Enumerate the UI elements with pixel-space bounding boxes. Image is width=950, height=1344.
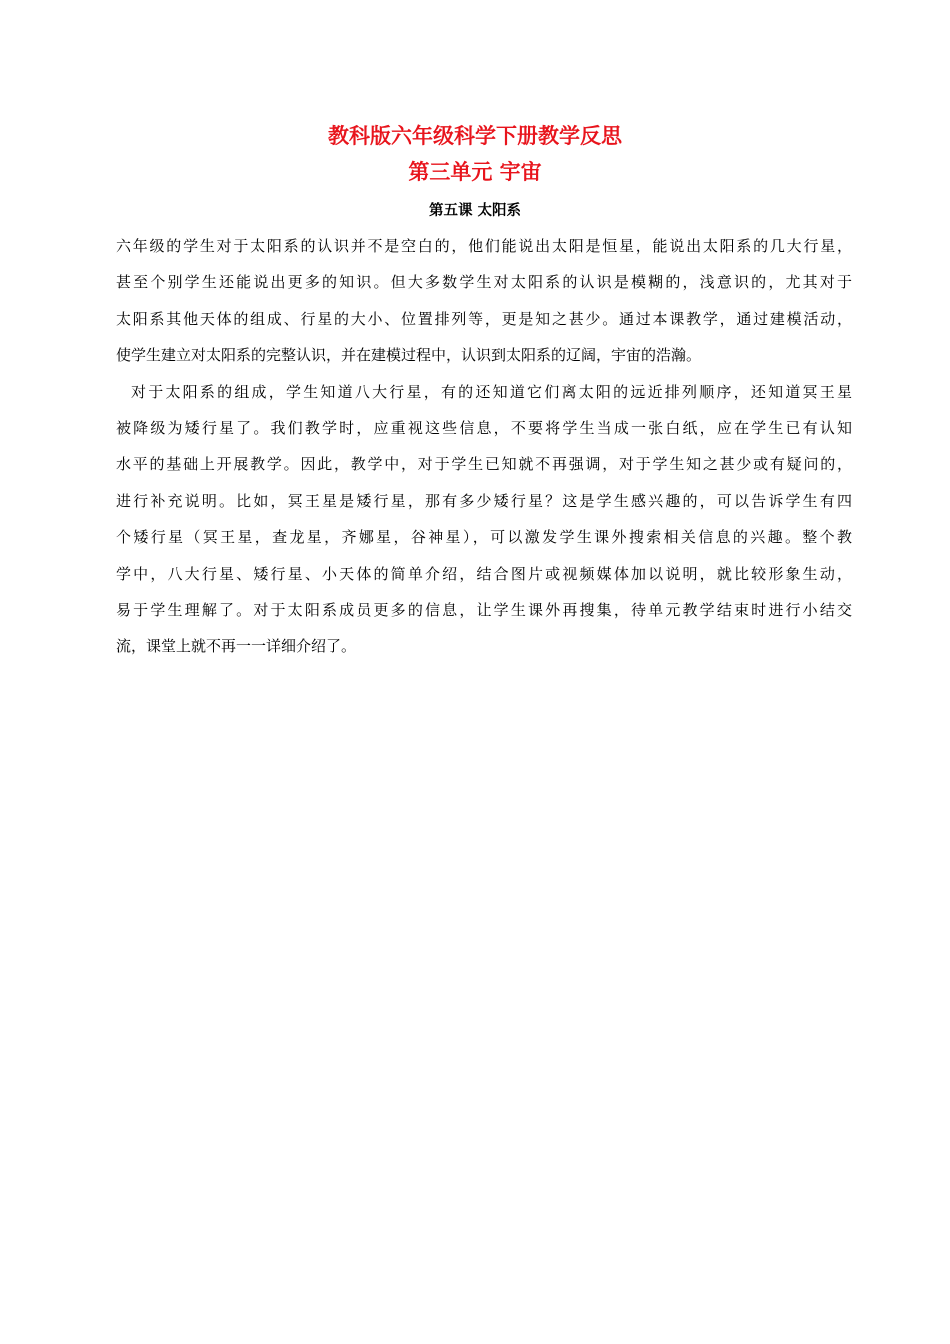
text-line: 易于学生理解了。对于太阳系成员更多的信息，让学生课外再搜集，待单元教学结束时进行小结交 (116, 600, 852, 619)
document-title: 教科版六年级科学下册教学反思 (328, 124, 622, 148)
text-line: 水平的基础上开展教学。因此，教学中，对于学生已知就不再强调，对于学生知之甚少或有疑问的， (116, 455, 852, 474)
paragraph-2 (116, 374, 852, 665)
document-body (116, 228, 852, 665)
paragraph-1 (116, 228, 852, 374)
text-line: 学中，八大行星、矮行星、小天体的简单介绍，结合图片或视频媒体加以说明，就比较形象生动， (116, 564, 852, 583)
text-line: 甚至个别学生还能说出更多的知识。但大多数学生对太阳系的认识是模糊的，浅意识的，尤其对于 (116, 273, 852, 292)
text-line: 进行补充说明。比如，冥王星是矮行星，那有多少矮行星？这是学生感兴趣的，可以告诉学生有四 (116, 491, 852, 510)
text-line: 个矮行星（冥王星，查龙星，齐娜星，谷神星），可以激发学生课外搜索相关信息的兴趣。整个教 (116, 528, 852, 547)
text-line: 太阳系其他天体的组成、行星的大小、位置排列等，更是知之甚少。通过本课教学，通过建模活动， (116, 309, 852, 328)
text-line: 使学生建立对太阳系的完整认识，并在建模过程中，认识到太阳系的辽阔，宇宙的浩瀚。 (116, 346, 702, 365)
unit-title: 第三单元 宇宙 (408, 160, 542, 184)
text-line: 对于太阳系的组成，学生知道八大行星，有的还知道它们离太阳的远近排列顺序，还知道冥王星 (131, 382, 852, 401)
text-line: 流，课堂上就不再一一详细介绍了。 (116, 637, 357, 656)
text-line: 六年级的学生对于太阳系的认识并不是空白的，他们能说出太阳是恒星，能说出太阳系的几大行星， (116, 237, 852, 255)
text-line: 被降级为矮行星了。我们教学时，应重视这些信息，不要将学生当成一张白纸，应在学生已有认知 (116, 418, 852, 437)
lesson-title: 第五课 太阳系 (428, 203, 522, 219)
